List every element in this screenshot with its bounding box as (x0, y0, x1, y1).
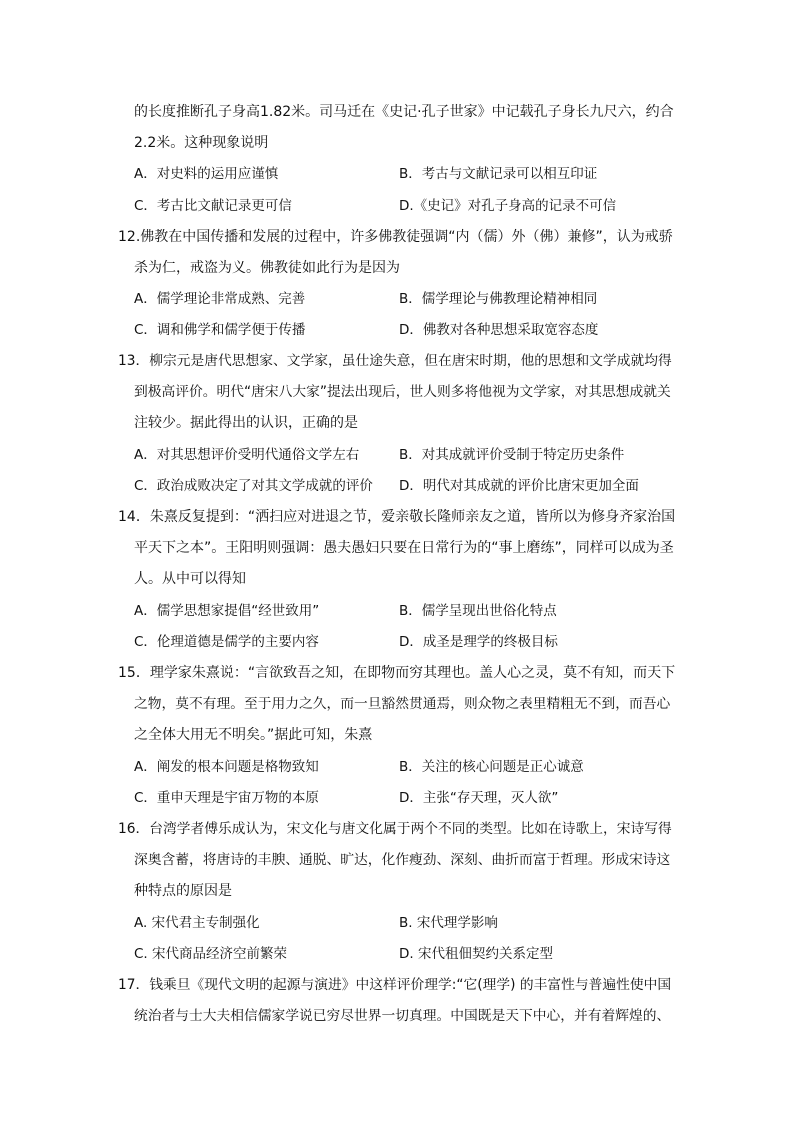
question-14-stem-line: 人。从中可以得知 (134, 571, 246, 587)
q16-option-d: D. 宋代租佃契约关系定型 (399, 946, 553, 962)
q16-option-b: B. 宋代理学影响 (399, 915, 498, 931)
option-b: B．考古与文献记录可以相互印证 (399, 166, 598, 182)
question-17-stem-line: 统治者与士大夫相信儒家学说已穷尽世界一切真理。中国既是天下中心，并有着辉煌的、 (134, 1008, 671, 1024)
question-16-stem-line: 深奥含蓄，将唐诗的丰腴、通脱、旷达，化作瘦劲、深刻、曲折而富于哲理。形成宋诗这 (134, 852, 671, 868)
option-d: D.《史记》对孔子身高的记录不可信 (399, 198, 617, 214)
q15-option-c: C．重申天理是宇宙万物的本原 (134, 790, 319, 806)
question-14-stem: 14．朱熹反复提到：“洒扫应对进退之节，爱亲敬长隆师亲友之道，皆所以为修身齐家治国 (118, 509, 676, 525)
q15-option-d: D．主张“存天理，灭人欲” (399, 790, 559, 806)
q14-option-a: A．儒学思想家提倡“经世致用” (134, 603, 320, 619)
question-15-stem-line: 之全体大用无不明矣。”据此可知，朱熹 (134, 727, 373, 743)
q13-option-c: C．政治成败决定了对其文学成就的评价 (134, 478, 373, 494)
q14-option-b: B．儒学呈现出世俗化特点 (399, 603, 557, 619)
q12-option-b: B．儒学理论与佛教理论精神相同 (399, 291, 598, 307)
question-text-line: 的长度推断孔子身高1.82米。司马迁在《史记·孔子世家》中记载孔子身长九尺六，约合 (134, 104, 674, 120)
q13-option-a: A．对其思想评价受明代通俗文学左右 (134, 447, 360, 463)
q14-option-c: C．伦理道德是儒学的主要内容 (134, 634, 319, 650)
option-c: C．考古比文献记录更可信 (134, 198, 292, 214)
question-13-stem-line: 到极高评价。明代“唐宋八大家”提法出现后，世人则多将他视为文学家，对其思想成就关 (134, 384, 671, 400)
question-15-stem-line: 之物，莫不有理。至于用力之久，而一旦豁然贯通焉，则众物之表里精粗无不到，而吾心 (134, 696, 671, 712)
question-16-stem: 16．台湾学者傅乐成认为，宋文化与唐文化属于两个不同的类型。比如在诗歌上，宋诗写得 (118, 821, 672, 837)
q12-option-a: A．儒学理论非常成熟、完善 (134, 291, 306, 307)
question-text-line: 2.2米。这种现象说明 (134, 135, 269, 151)
q13-option-d: D．明代对其成就的评价比唐宋更加全面 (399, 478, 639, 494)
q16-option-c: C. 宋代商品经济空前繁荣 (134, 946, 288, 962)
question-13-stem-line: 注较少。据此得出的认识，正确的是 (134, 415, 358, 431)
q12-option-c: C．调和佛学和儒学便于传播 (134, 322, 306, 338)
question-12-stem-line: 杀为仁，戒盗为义。佛教徒如此行为是因为 (134, 260, 400, 276)
q13-option-b: B．对其成就评价受制于特定历史条件 (399, 447, 625, 463)
question-12-stem: 12.佛教在中国传播和发展的过程中，许多佛教徒强调“内（儒）外（佛）兼修”，认为戒骄 (118, 229, 673, 245)
q15-option-b: B．关注的核心问题是正心诚意 (399, 759, 584, 775)
question-16-stem-line: 种特点的原因是 (134, 883, 232, 899)
q16-option-a: A. 宋代君主专制强化 (134, 915, 260, 931)
question-13-stem: 13．柳宗元是唐代思想家、文学家，虽仕途失意，但在唐宋时期，他的思想和文学成就均得 (118, 353, 672, 369)
q14-option-d: D．成圣是理学的终极目标 (399, 634, 558, 650)
option-a: A．对史料的运用应谨慎 (134, 166, 279, 182)
q15-option-a: A．阐发的根本问题是格物致知 (134, 759, 319, 775)
question-17-stem: 17．钱乘旦《现代文明的起源与演进》中这样评价理学:“它(理学) 的丰富性与普遍性使中国 (118, 977, 672, 993)
question-15-stem: 15．理学家朱熹说：“言欲致吾之知，在即物而穷其理也。盖人心之灵，莫不有知，而天下 (118, 665, 676, 681)
q12-option-d: D．佛教对各种思想采取宽容态度 (399, 322, 599, 338)
question-14-stem-line: 平天下之本”。王阳明则强调：愚夫愚妇只要在日常行为的“事上磨练”，同样可以成为圣 (134, 540, 674, 556)
